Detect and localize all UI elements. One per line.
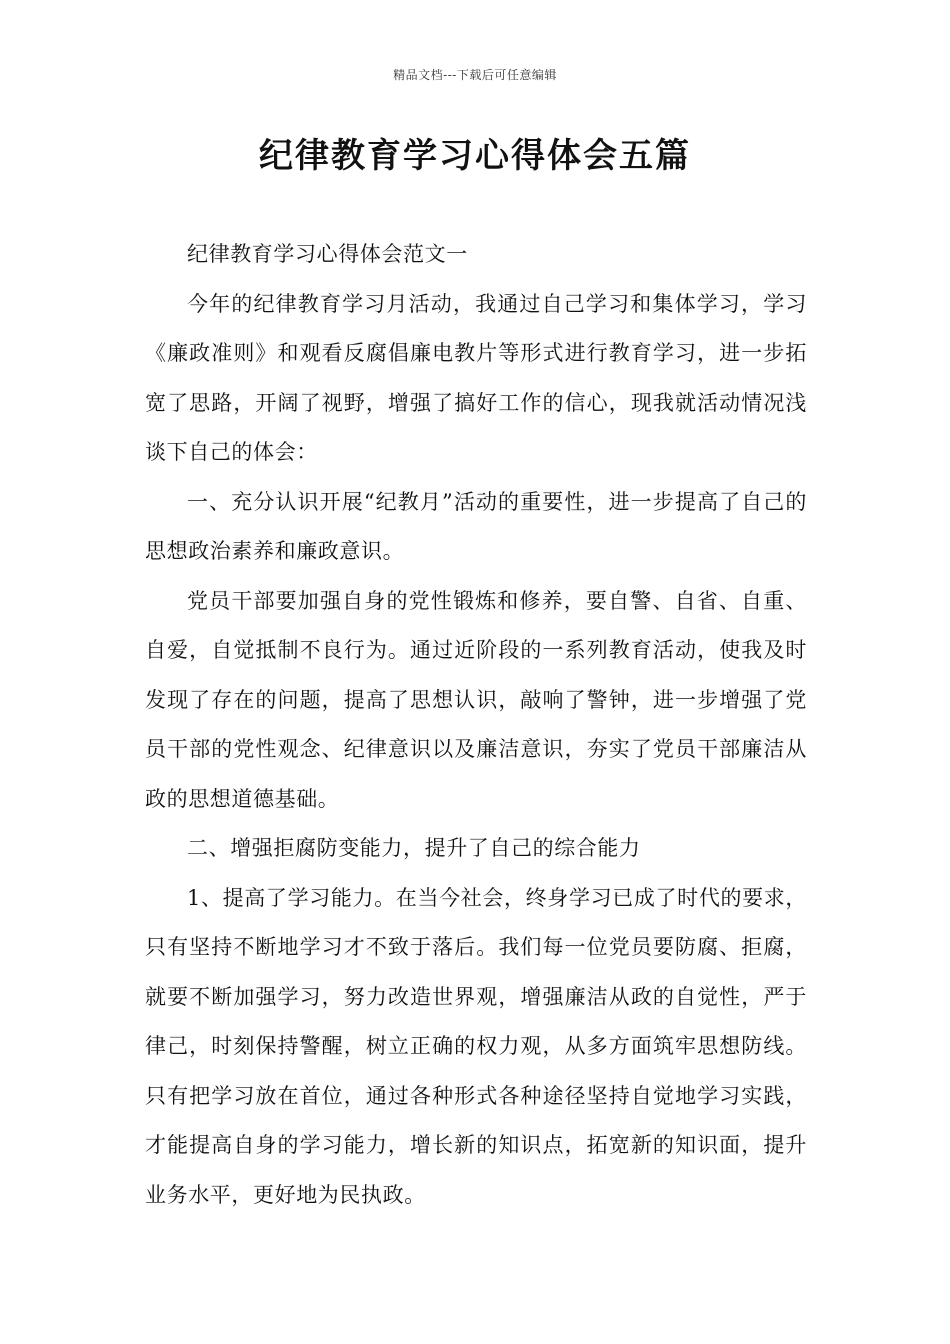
paragraph-section-one-heading: 一、充分认识开展“纪教月”活动的重要性，进一步提高了自己的思想政治素养和廉政意识。 <box>145 489 807 563</box>
document-title: 纪律教育学习心得体会五篇 <box>259 136 691 176</box>
paragraph-intro: 今年的纪律教育学习月活动，我通过自己学习和集体学习，学习《廉政准则》和观看反腐倡廉电教片等形式进行教育学习，进一步拓宽了思路，开阔了视野，增强了搞好工作的信心，现我就活动情况浅谈下自己的体会： <box>145 291 807 464</box>
paragraph-section-two-heading: 二、增强拒腐防变能力，提升了自己的综合能力 <box>187 836 641 860</box>
paragraph-section-one-body: 党员干部要加强自身的党性锻炼和修养，要自警、自省、自重、自爱，自觉抵制不良行为。通过近阶段的一系列教育活动，使我及时发现了存在的问题，提高了思想认识，敲响了警钟，进一步增强了党员干部的党性观念、纪律意识以及廉洁意识，夯实了党员干部廉洁从政的思想道德基础。 <box>145 588 807 811</box>
document-body <box>145 230 807 1220</box>
paragraph-subtitle: 纪律教育学习心得体会范文一 <box>187 242 468 266</box>
header-note: 精品文档---下载后可任意编辑 <box>393 68 557 82</box>
paragraph-section-two-body: 1、提高了学习能力。在当今社会，终身学习已成了时代的要求，只有坚持不断地学习才不致于落后。我们每一位党员要防腐、拒腐，就要不断加强学习，努力改造世界观，增强廉洁从政的自觉性，严于律己，时刻保持警醒，树立正确的权力观，从多方面筑牢思想防线。只有把学习放在首位，通过各种形式各种途径坚持自觉地学习实践，才能提高自身的学习能力，增长新的知识点，拓宽新的知识面，提升业务水平，更好地为民执政。 <box>145 885 807 1207</box>
